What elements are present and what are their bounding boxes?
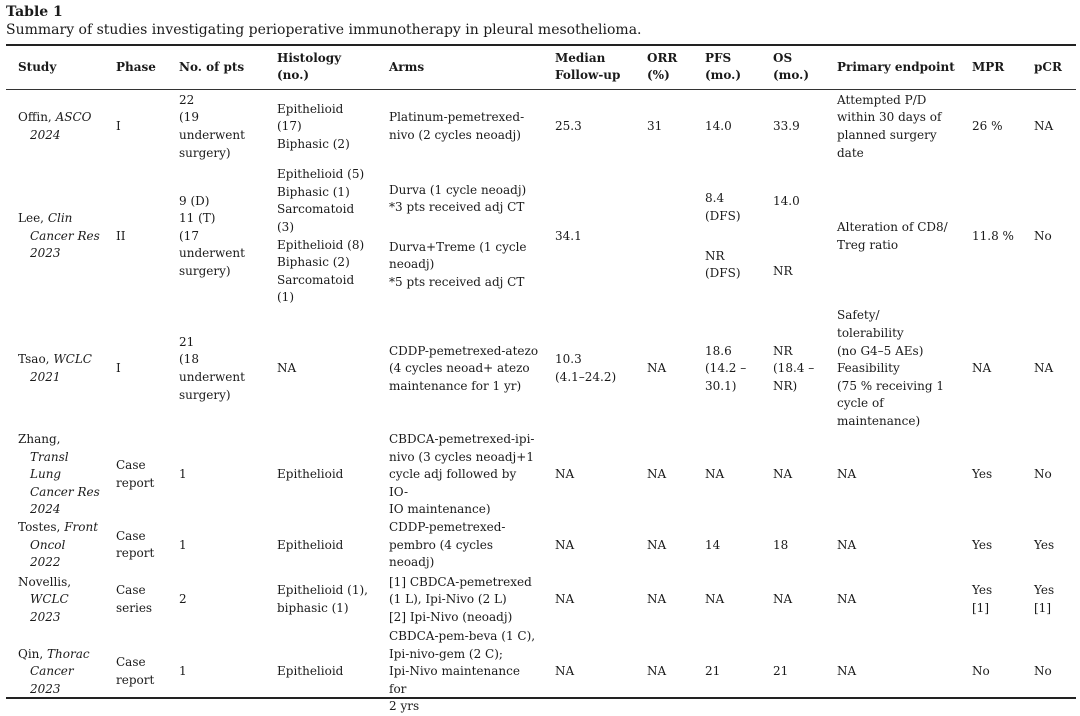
col-pfs: PFS (mo.) (705, 51, 742, 82)
table-title: Summary of studies investigating perioperative immunotherapy in pleural mesothelioma. (6, 22, 642, 38)
os-cell: NR (18.4 – NR) (773, 343, 815, 393)
pts-cell: 9 (D) 11 (T) (17 underwent surgery) (179, 193, 245, 278)
study-author: Novellis, (18, 574, 72, 589)
col-study: Study (18, 59, 57, 74)
endpoint-cell: NA (837, 467, 857, 482)
pts-cell: 21 (18 underwent surgery) (179, 334, 245, 402)
arm-t: Durva+Treme (1 cycle neoadj) *5 pts received adj CT (389, 239, 527, 289)
histology-cell: Epithelioid (1), biphasic (1) (277, 583, 368, 615)
study-cell (6, 88, 104, 166)
pcr-cell: No (1034, 664, 1052, 679)
followup-cell: NA (555, 592, 575, 607)
arms-cell: CDDP-pemetrexed-atezo (4 cycles neoad+ atezo maintenance for 1 yr) (389, 343, 539, 393)
pfs-cell: 14 (705, 537, 721, 552)
mpr-cell: 26 % (972, 119, 1003, 134)
followup-cell: 25.3 (555, 119, 582, 134)
orr-cell: NA (647, 592, 667, 607)
followup-cell: NA (555, 537, 575, 552)
endpoint-cell: NA (837, 664, 857, 679)
os-cell: NA (773, 467, 793, 482)
arms-cell: CBDCA-pemetrexed-ipi- nivo (3 cycles neoadj+1 cycle adj followed by IO- IO maintenance) (389, 432, 535, 517)
col-pcr: pCR (1034, 59, 1062, 74)
endpoint-cell: NA (837, 537, 857, 552)
study-journal: ASCO (55, 110, 92, 125)
pts-cell: 1 (179, 537, 187, 552)
study-cell (6, 572, 104, 628)
phase-cell: II (116, 228, 126, 243)
study-author: Zhang, (18, 432, 61, 446)
histology-cell: Epithelioid (277, 537, 344, 552)
study-author: Qin, (18, 646, 44, 661)
table-row (6, 628, 1076, 716)
histology-cell: Epithelioid (277, 664, 344, 679)
phase-cell: I (116, 119, 121, 134)
table-caption (6, 3, 642, 39)
pfs-cell (693, 166, 761, 307)
study-author: Tsao, (18, 352, 50, 367)
study-year: 2024 (30, 128, 61, 142)
mpr-cell: 11.8 % (972, 228, 1014, 243)
table-label: Table 1 (6, 4, 63, 20)
col-arms: Arms (389, 59, 425, 74)
os-arm-t: NR (773, 263, 793, 278)
phase-cell: I (116, 361, 121, 376)
pfs-arm-t: NR (DFS) (705, 248, 741, 281)
table-row (6, 166, 1076, 307)
pfs-cell: NA (705, 592, 725, 607)
study-year: 2021 (30, 370, 61, 384)
arm-d: Durva (1 cycle neoadj) *3 pts received adj CT (389, 182, 527, 215)
table-row (6, 572, 1076, 628)
col-os: OS (mo.) (773, 51, 810, 82)
os-cell: 18 (773, 537, 789, 552)
os-cell: 21 (773, 664, 789, 679)
phase-cell: Case series (116, 583, 153, 615)
os-cell: NA (773, 592, 793, 607)
os-cell (761, 166, 825, 307)
histology-arm-t: Epithelioid (8) Biphasic (2) Sarcomatoid (1) (277, 237, 365, 305)
study-journal: WCLC (53, 352, 92, 367)
arms-cell: [1] CBDCA-pemetrexed (1 L), Ipi-Nivo (2 L) [2] Ipi-Nivo (neoadj) (389, 574, 532, 624)
mpr-cell: No (972, 664, 990, 679)
col-histology: Histology (no.) (277, 51, 342, 82)
orr-cell: NA (647, 467, 667, 482)
study-journal: Cancer Res (30, 228, 100, 243)
study-author: Tostes, (18, 520, 61, 535)
histology-cell: NA (277, 361, 297, 376)
header-row (6, 46, 1076, 88)
study-author: Lee, (18, 211, 44, 226)
study-journal: Front (64, 520, 99, 535)
table-row (6, 307, 1076, 431)
mpr-cell: Yes [1] (972, 583, 993, 615)
col-pts: No. of pts (179, 59, 245, 74)
arms-cell: Platinum-pemetrexed- nivo (2 cycles neoadj) (389, 110, 525, 142)
study-journal-year: Oncol 2022 (30, 537, 66, 570)
studies-table (6, 46, 1076, 716)
phase-cell: Case report (116, 655, 155, 687)
study-journal: Transl Lung Cancer Res 2024 (30, 449, 100, 517)
pcr-cell: No (1034, 467, 1052, 482)
study-year: 2023 (30, 246, 61, 261)
study-cell (6, 519, 104, 572)
orr-cell: NA (647, 537, 667, 552)
orr-cell: NA (647, 361, 667, 376)
endpoint-cell: Attempted P/D within 30 days of planned surgery date (837, 92, 942, 160)
pcr-cell: NA (1034, 361, 1054, 376)
phase-cell: Case report (116, 458, 155, 490)
col-orr: ORR (%) (647, 51, 678, 82)
pcr-cell: No (1034, 228, 1052, 243)
col-phase: Phase (116, 59, 156, 74)
study-cell (6, 307, 104, 431)
table-row (6, 431, 1076, 519)
table-row (6, 88, 1076, 166)
histology-arm-d: Epithelioid (5) Biphasic (1) Sarcomatoid (3) (277, 167, 365, 234)
pts-cell: 1 (179, 664, 187, 679)
mpr-cell: Yes (972, 537, 993, 552)
histology-cell: Epithelioid (277, 467, 344, 482)
pcr-cell: Yes [1] (1034, 583, 1055, 615)
study-cell (6, 431, 104, 519)
pts-cell: 2 (179, 592, 187, 607)
followup-cell: NA (555, 664, 575, 679)
col-endpoint: Primary endpoint (837, 59, 955, 74)
table-row (6, 519, 1076, 572)
study-journal-year: Cancer 2023 (30, 664, 74, 696)
pfs-cell: 18.6 (14.2 – 30.1) (705, 343, 747, 393)
pfs-cell: 21 (705, 664, 721, 679)
pfs-arm-d: 8.4 (DFS) (705, 191, 741, 223)
col-mpr: MPR (972, 59, 1005, 74)
pfs-cell: 14.0 (705, 119, 732, 134)
pcr-cell: NA (1034, 119, 1054, 134)
endpoint-cell: NA (837, 592, 857, 607)
col-followup: Median Follow-up (555, 51, 621, 82)
os-arm-d: 14.0 (773, 193, 800, 208)
histology-cell (265, 166, 377, 307)
endpoint-cell: Safety/ tolerability (no G4–5 AEs) Feasibility (75 % receiving 1 cycle of maintenance) (837, 308, 944, 428)
followup-cell: NA (555, 467, 575, 482)
orr-cell: 31 (647, 119, 663, 134)
study-cell (6, 628, 104, 716)
orr-cell: NA (647, 664, 667, 679)
pcr-cell: Yes (1034, 537, 1055, 552)
orr-cell (635, 166, 693, 307)
arms-cell: CDDP-pemetrexed- pembro (4 cycles neoadj) (389, 520, 506, 570)
study-journal: Thorac (47, 646, 90, 661)
study-journal: WCLC 2023 (30, 592, 69, 624)
mpr-cell: Yes (972, 467, 993, 482)
os-cell: 33.9 (773, 119, 800, 134)
study-author: Offin, (18, 110, 52, 125)
followup-cell: 10.3 (4.1–24.2) (555, 352, 617, 384)
histology-cell: Epithelioid (17) Biphasic (2) (277, 101, 350, 151)
pts-cell: 1 (179, 467, 187, 482)
endpoint-cell: Alteration of CD8/ Treg ratio (837, 219, 948, 252)
followup-cell: 34.1 (555, 228, 582, 243)
mpr-cell: NA (972, 361, 992, 376)
arms-cell (377, 166, 543, 307)
study-journal: Clin (47, 211, 73, 226)
phase-cell: Case report (116, 528, 155, 561)
pfs-cell: NA (705, 467, 725, 482)
pts-cell: 22 (19 underwent surgery) (179, 92, 245, 160)
arms-cell: CBDCA-pem-beva (1 C), Ipi-nivo-gem (2 C); Ipi-Nivo maintenance for 2 yrs (389, 628, 536, 714)
study-cell (6, 166, 104, 307)
